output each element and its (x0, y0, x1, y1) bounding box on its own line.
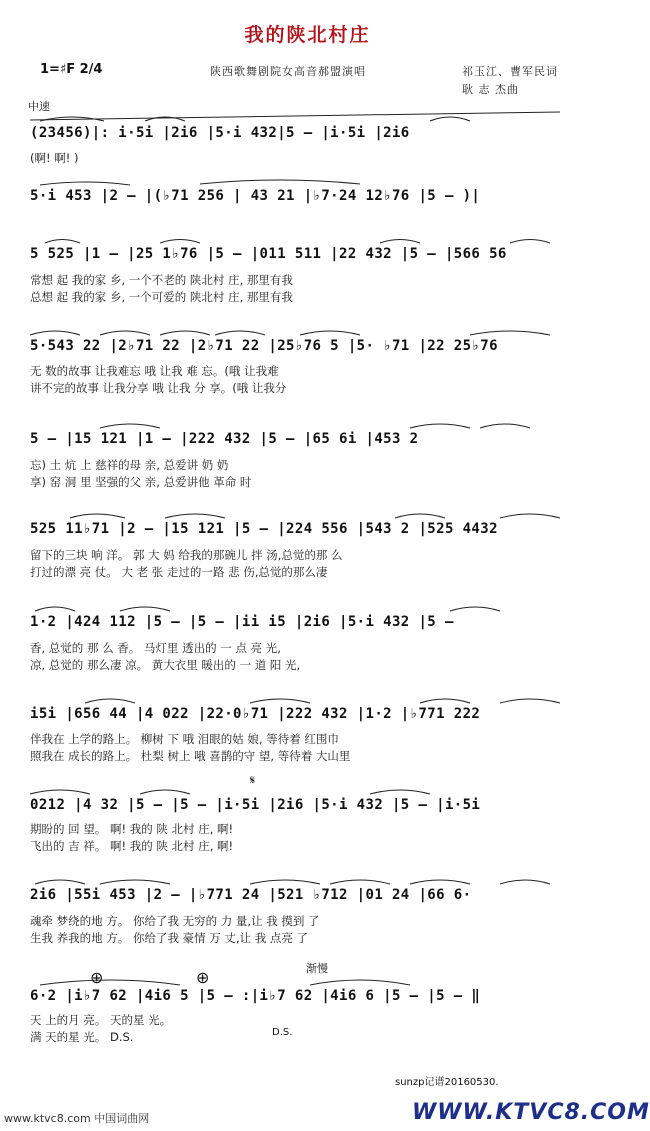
slur (430, 117, 470, 121)
top-rule (30, 112, 560, 120)
slur (35, 607, 75, 611)
footer-site-left: www.ktvc8.com 中国词曲网 (4, 1112, 150, 1125)
slur (370, 790, 430, 794)
slur (40, 980, 180, 985)
slur (100, 880, 170, 884)
transcriber-note: sunzp记谱20160530. (395, 1077, 499, 1088)
lyricist-credit: 祁玉江、曹军民词 (462, 65, 558, 78)
lyric-line-2: 照我在 成长的路上。 杜梨 树上 哦 喜鹊的守 望, 等待着 大山里 (30, 749, 351, 763)
notes-row: i5i |656 44 |4 022 |22·0♭71 |222 432 |1·2 |♭771 222 (30, 706, 481, 722)
notes-row: 525 11♭71 |2 – |15 121 |5 – |224 556 |543 2 |525 4432 (30, 521, 498, 537)
notes-row: 0212 |4 32 |5 – |5 – |i·5i |2i6 |5·i 432 |5 – |i·5i (30, 797, 481, 813)
notes-row: 5 525 |1 – |25 1♭76 |5 – |011 511 |22 432 |5 – |566 56 (30, 246, 507, 262)
slur (480, 424, 530, 428)
lyric-line-1: 无 数的故事 让我难忘 哦 让我 难 忘。(哦 让我难 (30, 364, 279, 378)
slur (510, 240, 550, 244)
footer-site-logo: WWW.KTVC8.COM (412, 1100, 650, 1125)
slur (85, 699, 135, 703)
lyric-line-2: 满 天的星 光。 D.S. (30, 1030, 134, 1044)
slur (160, 331, 210, 335)
slur (470, 331, 550, 335)
slur (120, 607, 170, 611)
lyric-line-1: 忘) 土 炕 上 慈祥的母 亲, 总爱讲 奶 奶 (30, 458, 229, 472)
slur (215, 331, 265, 335)
slur (250, 699, 310, 703)
lyric-line-2: 飞出的 吉 祥。 啊! 我的 陕 北村 庄, 啊! (30, 839, 234, 853)
slur (410, 424, 470, 428)
slur (250, 880, 320, 884)
singer-credit: 陕西歌舞剧院女高音郝盟演唱 (210, 65, 366, 78)
lyric-line-2: 讲不完的故事 让我分享 哦 让我 分 享。(哦 让我分 (30, 381, 287, 395)
lyric-line-1: 香, 总觉的 那 么 香。 马灯里 透出的 一 点 亮 光, (30, 641, 281, 655)
slur (70, 514, 125, 518)
notes-row: 5·i 453 |2 – |(♭71 256 | 43 21 |♭7·24 12♭76 |5 – )| (30, 188, 481, 204)
slur (100, 424, 160, 428)
slur (300, 331, 360, 335)
slur (500, 880, 550, 884)
slur (450, 607, 500, 611)
slur (30, 331, 80, 335)
lyric-line-1: 常想 起 我的家 乡, 一个不老的 陕北村 庄, 那里有我 (30, 273, 293, 287)
lyric-line-2: 享) 窑 洞 里 坚强的父 亲, 总爱讲他 革命 时 (30, 475, 252, 489)
notes-row: 2i6 |55i 453 |2 – |♭771 24 |521 ♭712 |01 24 |66 6· (30, 887, 472, 903)
slur (30, 790, 90, 794)
slur (500, 514, 560, 518)
lyric-line-2: 打过的漂 亮 仗。 大 老 张 走过的一路 悲 伤,总觉的那么凄 (30, 565, 328, 579)
tempo-marking: 中速 (28, 100, 50, 113)
slur (140, 790, 190, 794)
slur (420, 699, 470, 703)
slur (100, 331, 150, 335)
coda-mark-2: ⊕ (196, 968, 210, 987)
notes-row: 6·2 |i♭7 62 |4i6 5 |5 – :|i♭7 62 |4i6 6 |5 – |5 – ‖ (30, 988, 481, 1004)
notes-row: 5 – |15 121 |1 – |222 432 |5 – |65 6i |453 2 (30, 431, 419, 447)
lyric-line-2: 凉, 总觉的 那么凄 凉。 黄大衣里 暖出的 一 道 阳 光, (30, 658, 301, 672)
slur (165, 514, 225, 518)
segno-mark: 𝄋 (250, 773, 256, 787)
slur (200, 180, 360, 184)
lyric-line-2: 总想 起 我的家 乡, 一个可爱的 陕北村 庄, 那里有我 (30, 290, 293, 304)
slur (330, 880, 390, 884)
lyric-line-1: 伴我在 上学的路上。 柳树 下 哦 泪眼的姑 娘, 等待着 红围巾 (30, 732, 339, 746)
lyric-line-1: 留下的三块 响 洋。 郭 大 妈 给我的那碗儿 拌 汤,总觉的那 么 (30, 548, 343, 562)
lyric-line-1: 魂牵 梦绕的地 方。 你给了我 无穷的 力 量,让 我 摸到 了 (30, 914, 320, 928)
ds-mark: D.S. (272, 1027, 293, 1038)
slur (160, 240, 200, 244)
coda-mark-1: ⊕ (90, 968, 104, 987)
slur (395, 514, 445, 518)
song-title: 我的陕北村庄 (244, 24, 371, 46)
composer-credit: 耿 志 杰曲 (462, 83, 519, 96)
ritardando-mark: 渐慢 (306, 962, 328, 975)
notes-row: 5·543 22 |2♭71 22 |2♭71 22 |25♭76 5 |5· ♭71 |22 25♭76 (30, 338, 498, 354)
lyric-line-2: 生我 养我的地 方。 你给了我 豪情 万 丈,让 我 点亮 了 (30, 931, 309, 945)
slur (500, 699, 560, 703)
slur (35, 880, 85, 884)
slur (410, 880, 470, 884)
lyric-line-1: (啊! 啊! ) (30, 151, 79, 165)
notes-row: (23456)|: i·5i |2i6 |5·i 432|5 – |i·5i |2i6 (30, 125, 410, 141)
lyric-line-1: 天 上的月 亮。 天的星 光。 (30, 1013, 172, 1027)
slur (310, 980, 410, 985)
slur (45, 240, 80, 244)
notes-row: 1·2 |424 112 |5 – |5 – |ii i5 |2i6 |5·i 432 |5 – (30, 614, 454, 630)
lyric-line-1: 期盼的 回 望。 啊! 我的 陕 北村 庄, 啊! (30, 822, 234, 836)
slur (380, 240, 420, 244)
slur (40, 182, 130, 185)
key-signature: 1=♯F 2/4 (40, 62, 103, 77)
